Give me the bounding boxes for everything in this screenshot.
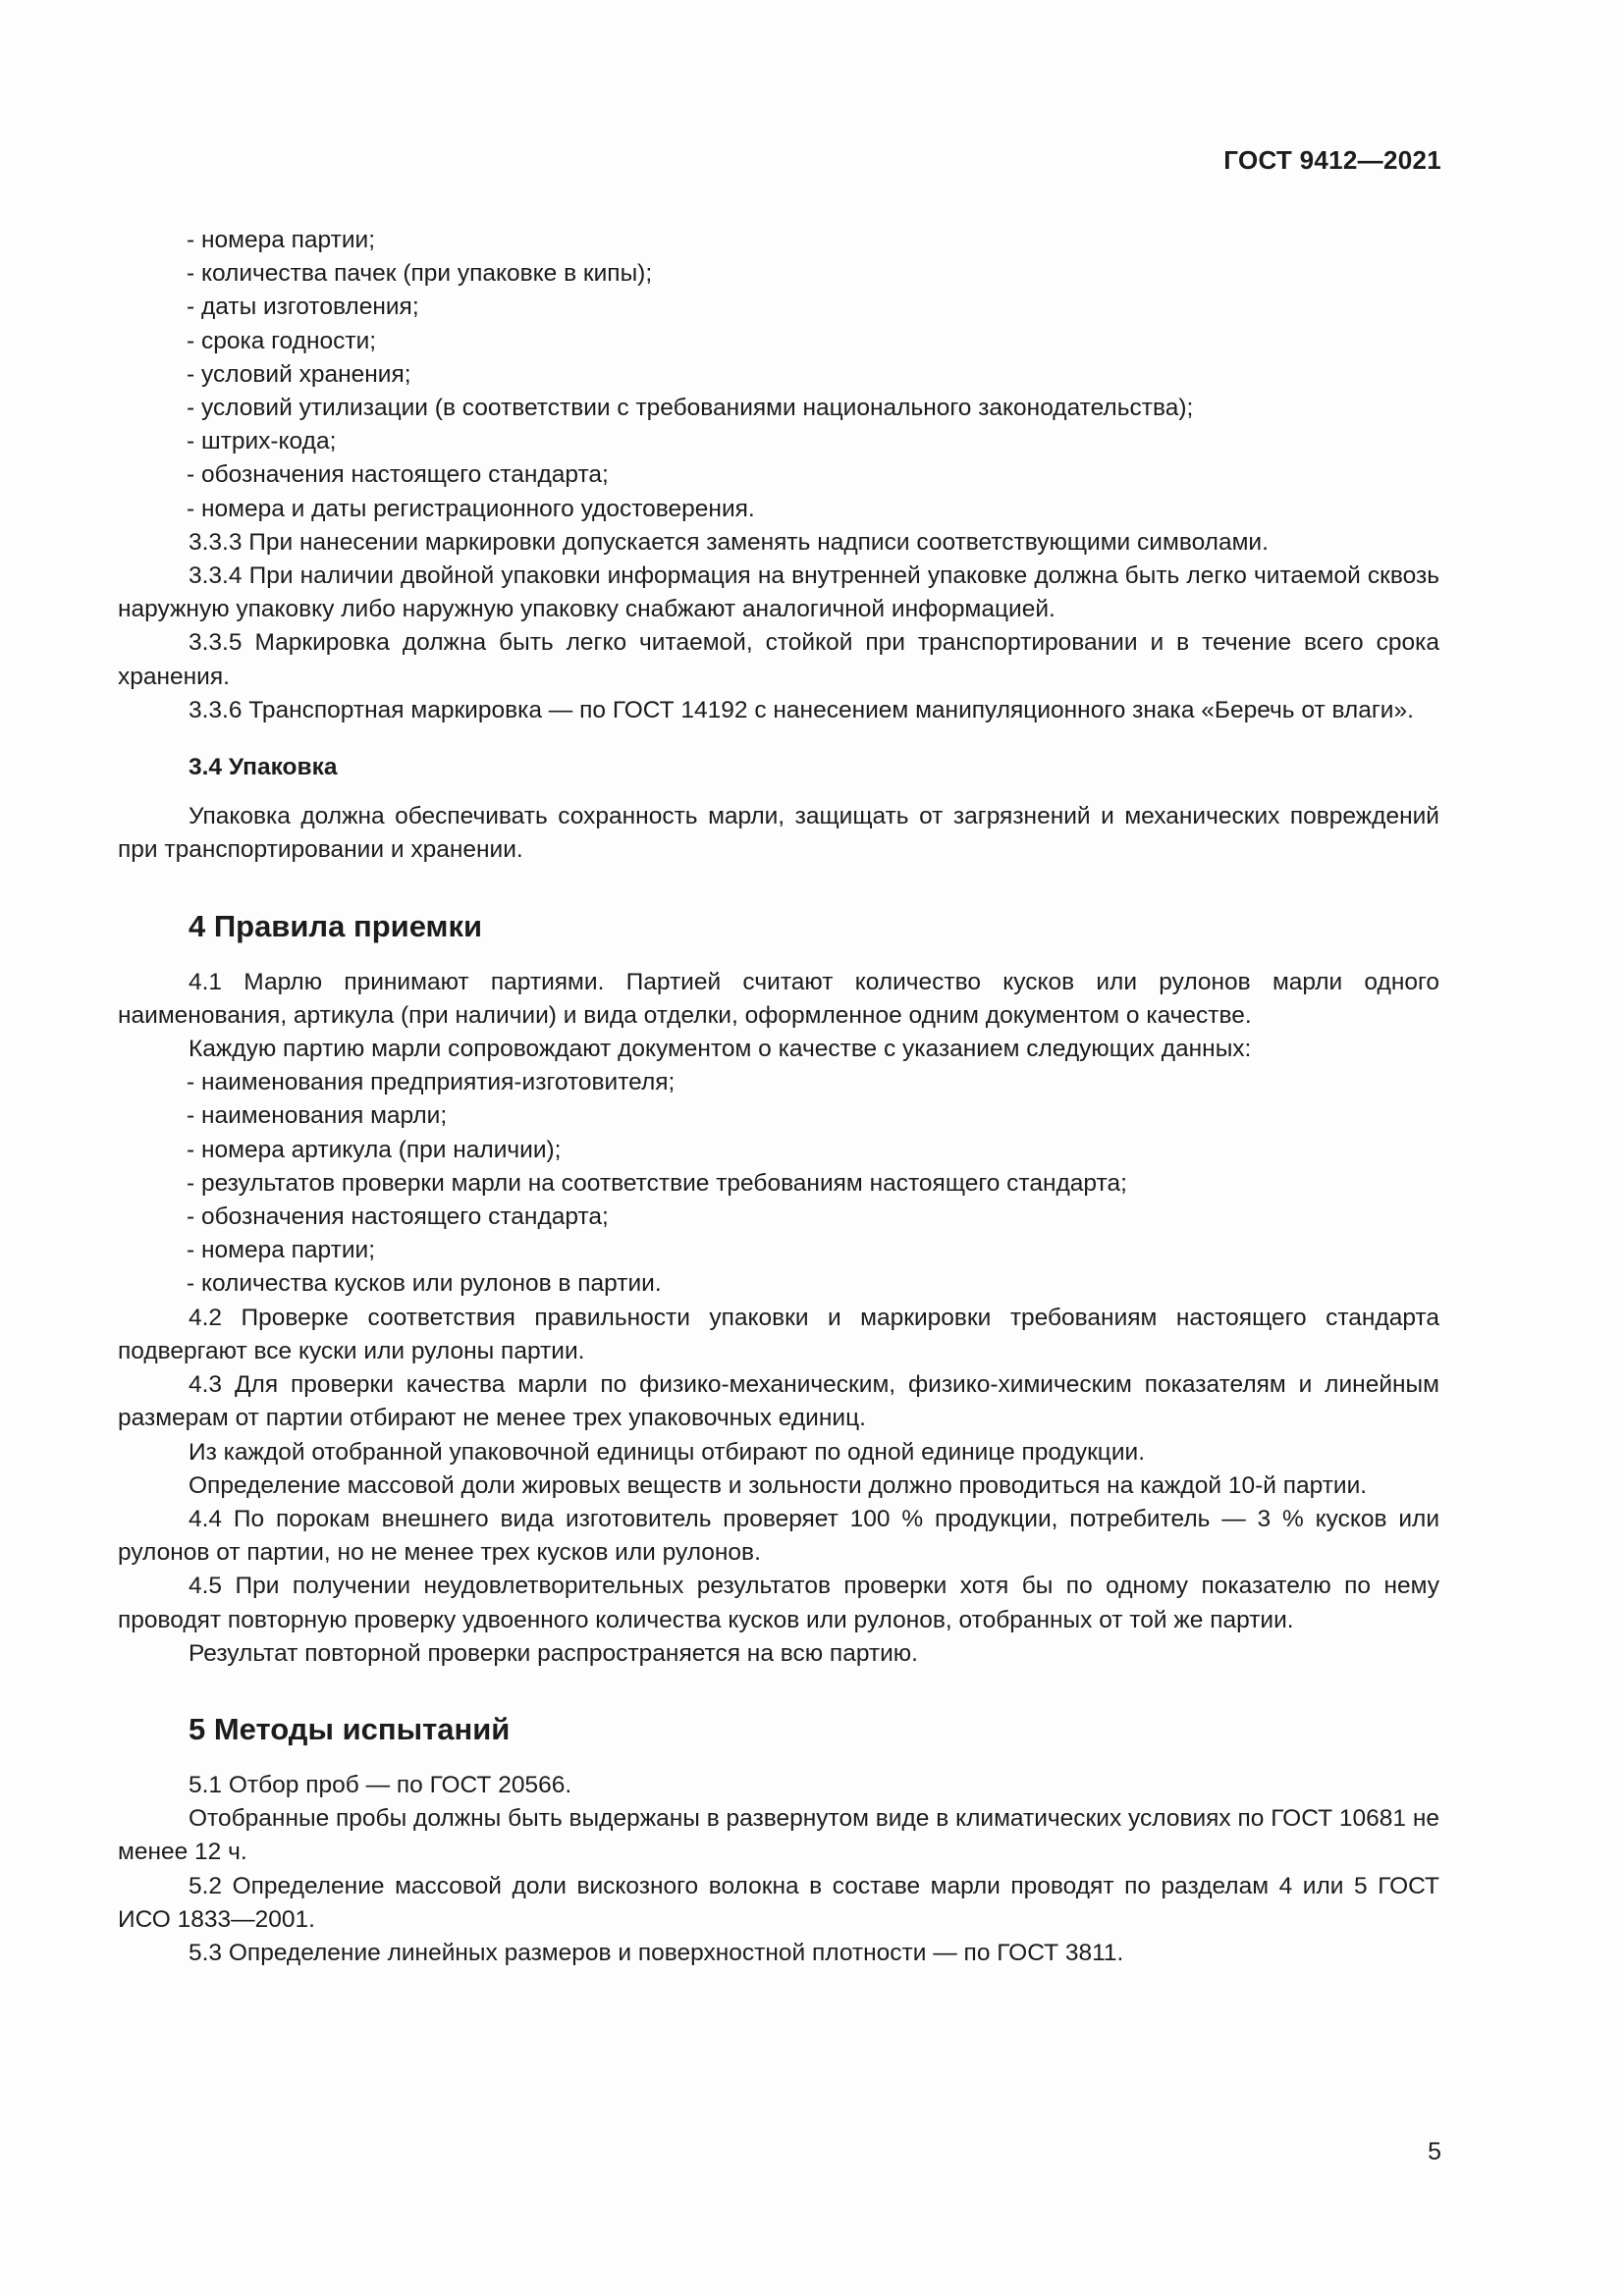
list-item: - даты изготовления; (187, 294, 419, 321)
list-item: - номера партии; (187, 227, 376, 253)
clause-4-1-text: Каждую партию марли сопровождают документом о качестве с указанием следующих данных: (189, 1036, 1252, 1063)
clause-3-3-5: 3.3.5 Маркировка должна быть легко читаемой, стойкой при транспортировании и в течение всего срока хранения. (118, 629, 1439, 690)
section-heading-5: 5 Методы испытаний (189, 1711, 511, 1746)
document-header: ГОСТ 9412—2021 (1223, 145, 1441, 175)
list-item: - количества кусков или рулонов в партии. (187, 1270, 662, 1298)
list-item: - срока годности; (187, 327, 377, 354)
section-heading-4: 4 Правила приемки (189, 908, 483, 943)
page-number: 5 (1428, 2138, 1441, 2165)
document-body (118, 224, 1439, 1970)
clause-3-3-6: 3.3.6 Транспортная маркировка — по ГОСТ 14192 с нанесением манипуляционного знака «Беречь от влаги». (189, 696, 1414, 723)
list-item: - номера артикула (при наличии); (187, 1136, 562, 1163)
clause-3-4-text: Упаковка должна обеспечивать сохранность марли, защищать от загрязнений и механических повреждений при транспортировании и хранении. (118, 803, 1439, 864)
list-item: - условий утилизации (в соответствии с требованиями национального законодательства); (187, 395, 1194, 422)
clause-5-1: 5.1 Отбор проб — по ГОСТ 20566. (189, 1771, 572, 1798)
clause-4-2: 4.2 Проверке соответствия правильности упаковки и маркировки требованиям настоящего стандарта подвергают все куски или рулоны партии. (118, 1304, 1439, 1364)
subsection-heading-3-4: 3.4 Упаковка (189, 754, 338, 781)
list-item: - наименования предприятия-изготовителя; (187, 1069, 676, 1096)
clause-5-1-text: Отобранные пробы должны быть выдержаны в развернутом виде в климатических условиях по ГОСТ 10681 не менее 12 ч. (118, 1805, 1439, 1866)
clause-5-3: 5.3 Определение линейных размеров и поверхностной плотности — по ГОСТ 3811. (189, 1939, 1124, 1966)
list-item: - обозначения настоящего стандарта; (187, 461, 609, 489)
clause-4-5-text: Результат повторной проверки распространяется на всю партию. (189, 1639, 918, 1667)
clause-4-3-text: Из каждой отобранной упаковочной единицы отбирают по одной единице продукции. (189, 1438, 1145, 1466)
list-item: - наименования марли; (187, 1102, 448, 1130)
clause-4-5: 4.5 При получении неудовлетворительных результатов проверки хотя бы по одному показателю по нему проводят повторную проверку удвоенного количества кусков или рулонов, отобранных от той же партии. (118, 1573, 1439, 1633)
list-item: - результатов проверки марли на соответствие требованиям настоящего стандарта; (187, 1169, 1127, 1197)
list-item: - количества пачек (при упаковке в кипы); (187, 260, 653, 288)
clause-4-3: 4.3 Для проверки качества марли по физико-механическим, физико-химическим показателям и линейным размерам от партии отбирают не менее трех упаковочных единиц. (118, 1371, 1439, 1432)
clause-5-2: 5.2 Определение массовой доли вискозного волокна в составе марли проводят по разделам 4 или 5 ГОСТ ИСО 1833—2001. (118, 1872, 1439, 1933)
list-item: - условий хранения; (187, 360, 411, 388)
clause-4-4: 4.4 По порокам внешнего вида изготовитель проверяет 100 % продукции, потребитель — 3 % кусков или рулонов от партии, но не менее трех кусков или рулонов. (118, 1505, 1439, 1567)
list-item: - обозначения настоящего стандарта; (187, 1203, 609, 1231)
list-item: - штрих-кода; (187, 428, 337, 455)
clause-3-3-4: 3.3.4 При наличии двойной упаковки информация на внутренней упаковке должна быть легко читаемой сквозь наружную упаковку либо наружную упаковку снабжают аналогичной информацией. (118, 562, 1439, 623)
clause-4-1: 4.1 Марлю принимают партиями. Партией считают количество кусков или рулонов марли одного наименования, артикула (при наличии) и вида отделки, оформленное одним документом о качестве. (118, 968, 1439, 1029)
list-item: - номера и даты регистрационного удостоверения. (187, 495, 755, 522)
list-item: - номера партии; (187, 1237, 376, 1264)
clause-3-3-3: 3.3.3 При нанесении маркировки допускается заменять надписи соответствующими символами. (189, 528, 1269, 556)
clause-4-3-text: Определение массовой доли жировых веществ и зольности должно проводиться на каждой 10-й партии. (189, 1471, 1368, 1499)
